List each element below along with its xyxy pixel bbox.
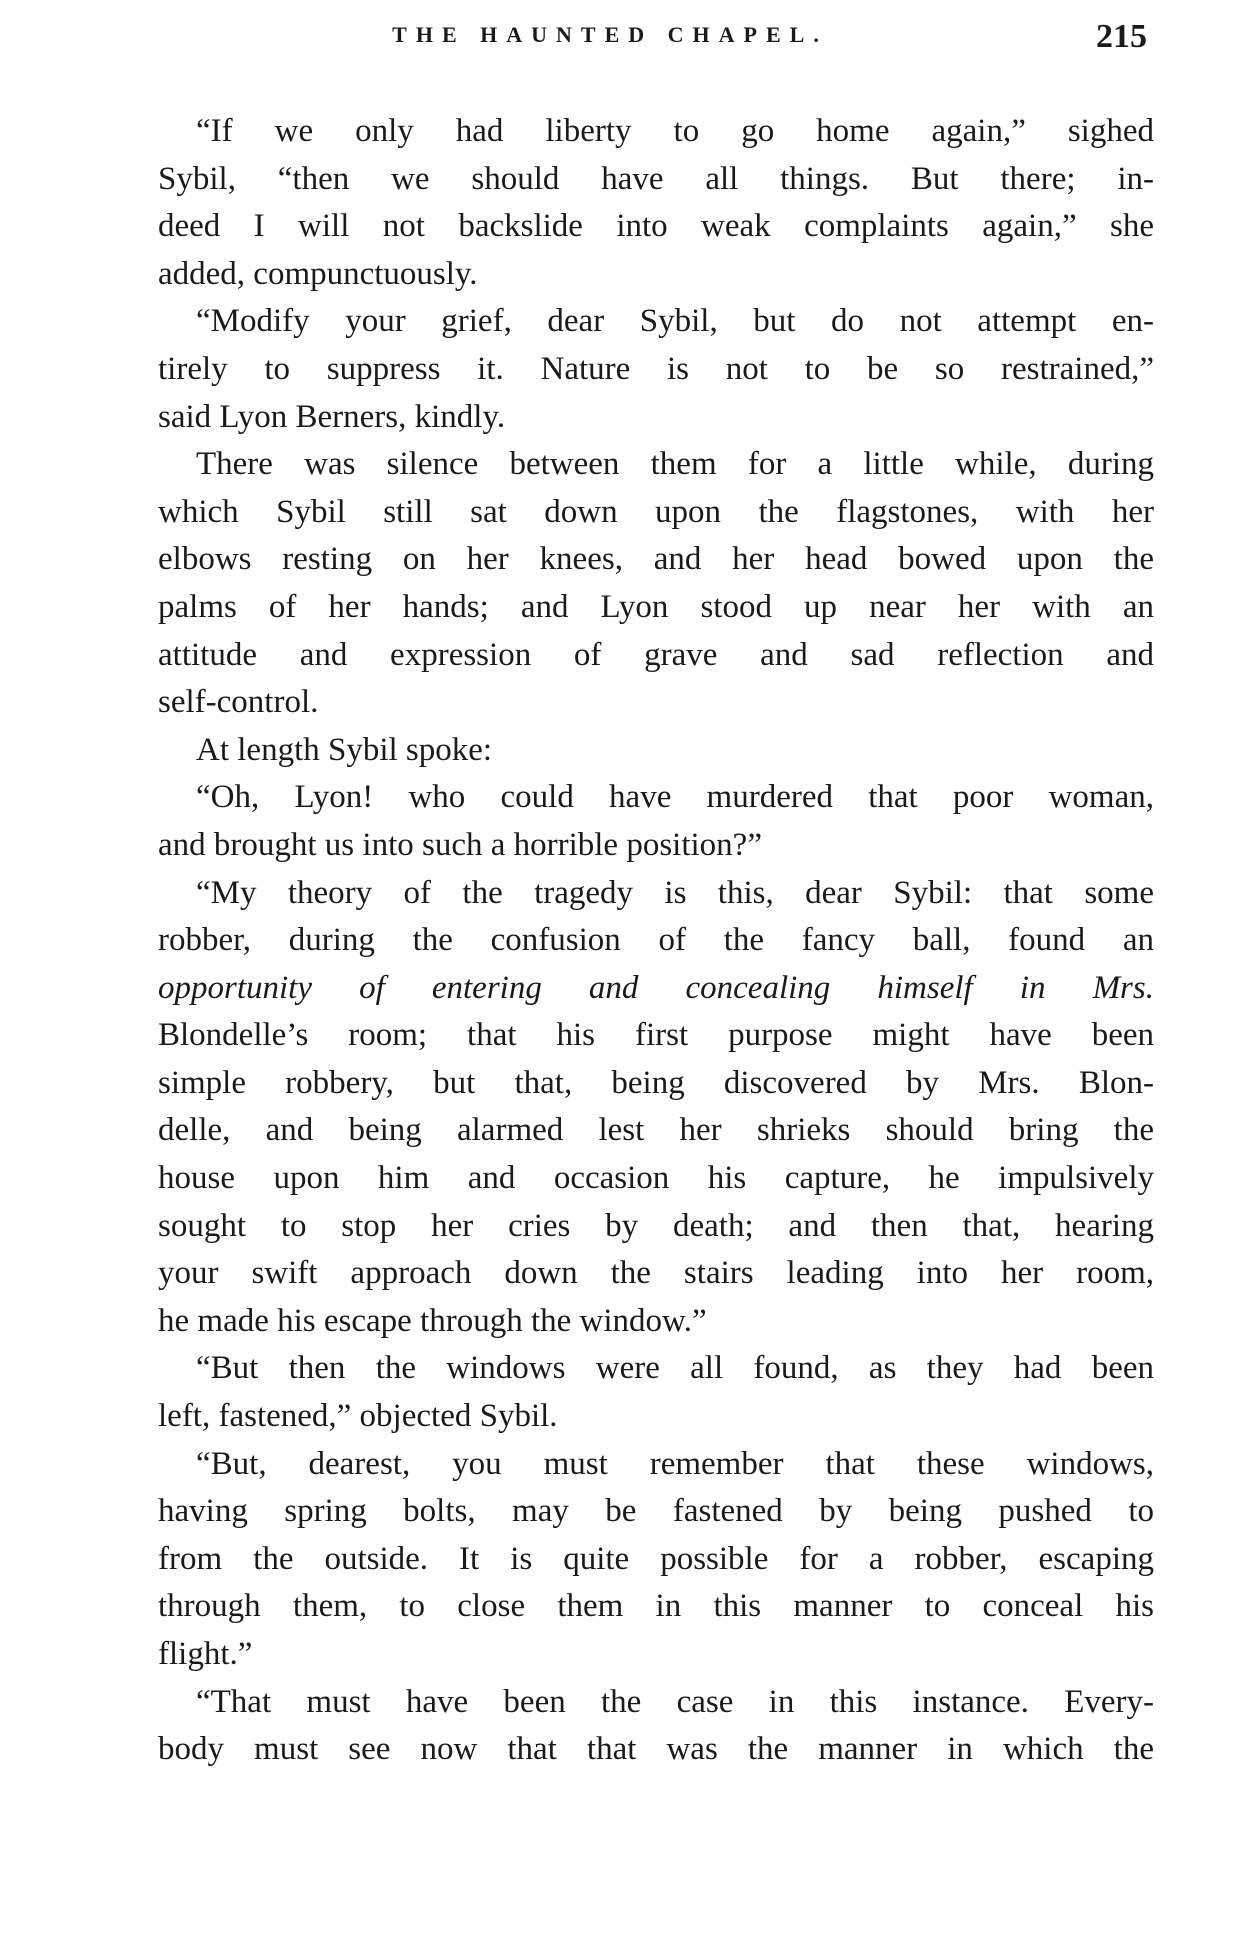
text-line: sought to stop her cries by death; and then that, hearing [158,1207,1154,1244]
text-line: through them, to close them in this manner to conceal his [158,1588,1154,1625]
text-line: “If we only had liberty to go home again,” sighed [196,113,1154,149]
text-line: “Modify your grief, dear Sybil, but do not attempt en- [196,303,1154,340]
text-line: elbows resting on her knees, and her head bowed upon the [158,541,1154,578]
text-line: At length Sybil spoke: [196,731,493,768]
text-line: robber, during the confusion of the fancy ball, found an [158,922,1154,959]
text-line: opportunity of entering and concealing himself in Mrs. [158,969,1154,1006]
text-line: palms of her hands; and Lyon stood up near her with an [158,588,1154,625]
text-line: flight.” [158,1636,253,1672]
running-head: THE HAUNTED CHAPEL. [392,22,828,47]
text-line: “But, dearest, you must remember that these windows, [196,1445,1154,1482]
text-line: There was silence between them for a little while, during [196,446,1154,483]
text-line: said Lyon Berners, kindly. [158,398,506,435]
text-line: “Oh, Lyon! who could have murdered that poor woman, [196,779,1154,816]
text-line: delle, and being alarmed lest her shrieks should bring the [158,1112,1154,1149]
text-line: having spring bolts, may be fastened by being pushed to [158,1493,1154,1530]
text-line: added, compunctuously. [158,255,478,292]
text-line: body must see now that that was the manner in which the [158,1731,1154,1768]
body-text [158,108,1154,1774]
text-line: and brought us into such a horrible position?” [158,826,762,863]
text-line: which Sybil still sat down upon the flagstones, with her [158,493,1154,530]
text-line: “But then the windows were all found, as they had been [196,1350,1154,1387]
text-line: your swift approach down the stairs leading into her room, [158,1255,1154,1292]
text-line: left, fastened,” objected Sybil. [158,1398,558,1435]
text-line: he made his escape through the window.” [158,1302,707,1339]
text-line: “That must have been the case in this instance. Every- [196,1683,1154,1720]
text-line: Sybil, “then we should have all things. But there; in- [158,160,1154,197]
text-line: simple robbery, but that, being discovered by Mrs. Blon- [158,1064,1154,1101]
text-line: tirely to suppress it. Nature is not to be so restrained,” [158,350,1154,387]
text-line: Blondelle’s room; that his first purpose might have been [158,1017,1154,1054]
text-line: deed I will not backslide into weak complaints again,” she [158,208,1154,245]
text-line: from the outside. It is quite possible for a robber, escaping [158,1540,1154,1577]
text-line: house upon him and occasion his capture, he impulsively [158,1160,1154,1197]
text-line: self-control. [158,684,319,721]
text-line: “My theory of the tragedy is this, dear Sybil: that some [196,874,1154,911]
text-line: attitude and expression of grave and sad reflection and [158,636,1154,673]
page-number: 215 [1096,18,1147,55]
